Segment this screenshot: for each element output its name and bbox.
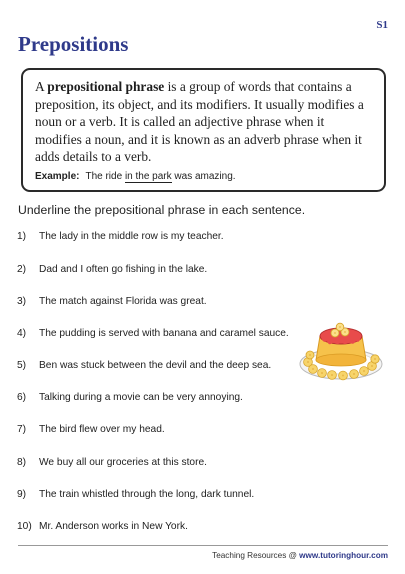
question-item [17, 264, 207, 275]
pudding-illustration [298, 314, 384, 382]
example-label: Example: [35, 170, 80, 182]
question-item [17, 424, 165, 435]
definition-part1: A [35, 79, 48, 94]
question-number: 9) [17, 489, 27, 500]
question-item [17, 360, 271, 371]
question-item [17, 392, 243, 403]
definition-box [21, 68, 386, 192]
question-text[interactable]: Ben was stuck between the devil and the deep sea. [39, 360, 272, 371]
example-underlined-phrase: in the park [124, 170, 172, 182]
question-item [17, 328, 289, 339]
definition-part2: is a group of words that contains a preposition, its object, and its modifiers. It usually modifies a noun or a verb. It is called an adjective phrase when it modifies a noun, and it is known as an adverb phrase when it adds details to a verb. [35, 79, 364, 164]
question-text[interactable]: The match against Florida was great. [39, 296, 207, 307]
question-text[interactable]: The lady in the middle row is my teacher. [39, 231, 224, 242]
footer-divider [18, 545, 388, 546]
question-number: 10) [17, 521, 32, 532]
instruction: Underline the prepositional phrase in each sentence. [18, 203, 306, 217]
question-number: 3) [17, 296, 27, 307]
definition-term: prepositional phrase [47, 79, 165, 94]
question-text[interactable]: Mr. Anderson works in New York. [39, 521, 188, 532]
question-item [17, 296, 207, 307]
question-number: 8) [17, 457, 27, 468]
example-before: The ride [85, 170, 125, 182]
question-number: 2) [17, 264, 27, 275]
question-item [17, 231, 224, 242]
question-number: 5) [17, 360, 27, 371]
footer-prefix: Teaching Resources @ [212, 551, 300, 560]
question-number: 1) [17, 231, 27, 242]
question-text[interactable]: The train whistled through the long, dark tunnel. [39, 489, 255, 500]
footer [212, 551, 388, 560]
question-number: 6) [17, 392, 27, 403]
question-item [17, 457, 207, 468]
question-item [17, 521, 188, 532]
question-number: 4) [17, 328, 27, 339]
sheet-code: S1 [376, 19, 388, 31]
question-item [17, 489, 254, 500]
example-after: was amazing. [171, 170, 236, 182]
page-title: Prepositions [18, 32, 129, 56]
definition-text [35, 78, 374, 166]
question-text[interactable]: The pudding is served with banana and caramel sauce. [39, 328, 289, 339]
question-text[interactable]: Talking during a movie can be very annoying. [39, 392, 243, 403]
question-text[interactable]: The bird flew over my head. [39, 424, 165, 435]
example-sentence [35, 171, 374, 182]
question-text[interactable]: We buy all our groceries at this store. [39, 457, 207, 468]
question-text[interactable]: Dad and I often go fishing in the lake. [39, 264, 208, 275]
question-number: 7) [17, 424, 27, 435]
footer-site-link[interactable]: www.tutoringhour.com [299, 551, 388, 560]
